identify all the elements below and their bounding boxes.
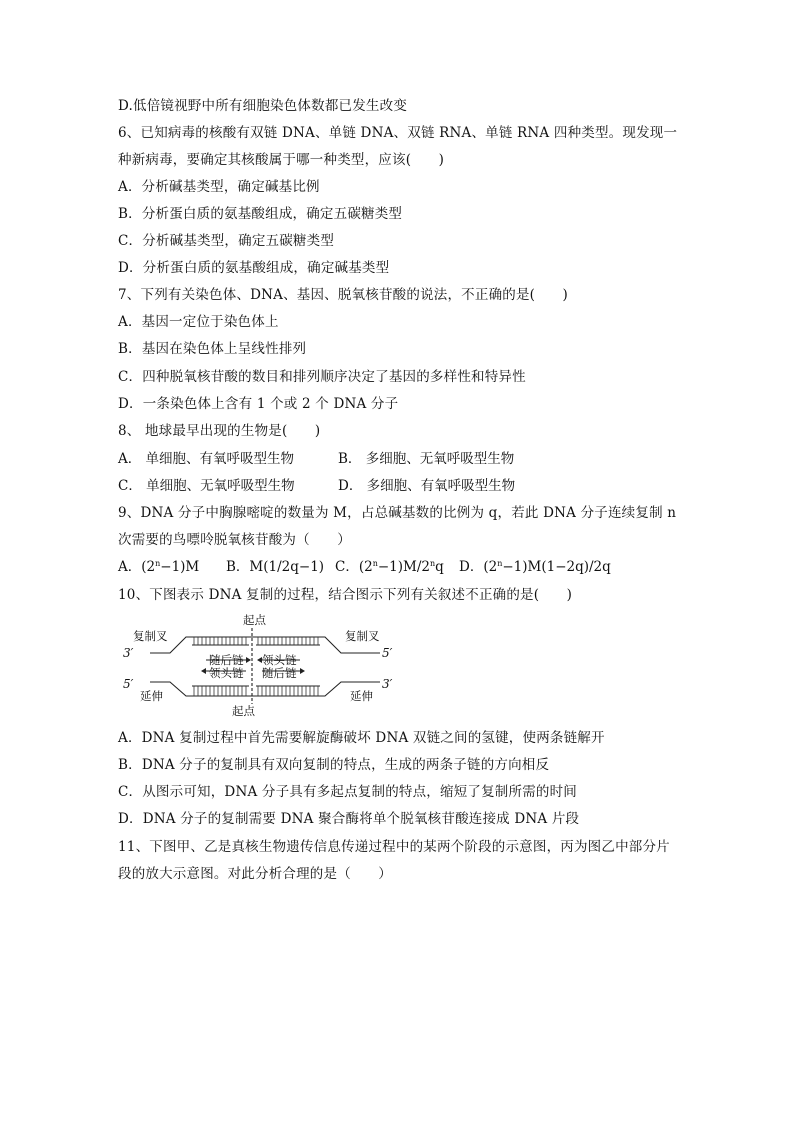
- q6-option-d: D．分析蛋白质的氨基酸组成，确定碱基类型: [118, 260, 390, 276]
- q7-stem: 7、下列有关染色体、DNA、基因、脱氧核苷酸的说法，不正确的是( ): [118, 287, 569, 303]
- q11-stem-line1: 11、下图甲、乙是真核生物遗传信息传递过程中的某两个阶段的示意图，丙为图乙中部分片: [118, 839, 670, 855]
- top-parental-strand: [150, 637, 380, 653]
- q9-stem-line1: 9、DNA 分子中胸腺嘧啶的数量为 M，占总碱基数的比例为 q，若此 DNA 分子连续复制 n: [118, 505, 677, 521]
- end-label-top-right: 5′: [382, 646, 393, 660]
- q5-option-d: D.低倍镜视野中所有细胞染色体数都已发生改变: [118, 98, 408, 114]
- q6-option-c: C．分析碱基类型，确定五碳糖类型: [118, 233, 335, 249]
- leading-label-2: 领头链: [209, 666, 244, 680]
- q10-option-b: B．DNA 分子的复制具有双向复制的特点，生成的两条子链的方向相反: [118, 757, 550, 773]
- extend-label-left: 延伸: [140, 689, 163, 703]
- arrowhead-1: [246, 657, 251, 663]
- q6-stem-line1: 6、已知病毒的核酸有双链 DNA、单链 DNA、双链 RNA、单链 RNA 四种类型。现发现一: [118, 125, 678, 141]
- arrowhead-2: [257, 657, 262, 663]
- q10-stem: 10、下图表示 DNA 复制的过程，结合图示下列有关叙述不正确的是( ): [118, 587, 573, 603]
- q11-stem-line2: 段的放大示意图。对此分析合理的是（ ）: [118, 866, 392, 882]
- bottom-parental-strand: [150, 682, 380, 696]
- q8-option-d: D． 多细胞、有氧呼吸型生物: [338, 478, 516, 494]
- q9-option-c: C．$(2^n-1)M/2^nq$: [335, 559, 444, 575]
- fork-label-left: 复制叉: [133, 629, 168, 643]
- q8-option-c: C． 单细胞、无氧呼吸型生物: [118, 478, 295, 494]
- origin-label-top: 起点: [243, 613, 266, 627]
- q8-option-a: A． 单细胞、有氧呼吸型生物: [118, 451, 295, 467]
- end-label-top-left: 3′: [123, 646, 134, 660]
- q7-option-c: C．四种脱氧核苷酸的数目和排列顺序决定了基因的多样性和特异性: [118, 369, 526, 385]
- q10-option-d: D．DNA 分子的复制需要 DNA 聚合酶将单个脱氧核苷酸连接成 DNA 片段: [118, 811, 580, 827]
- q7-option-b: B．基因在染色体上呈线性排列: [118, 341, 307, 357]
- base-pair-ticks: [194, 637, 318, 696]
- leading-label-1: 领头链: [262, 653, 297, 667]
- extend-label-right: 延伸: [350, 689, 373, 703]
- arrowhead-3: [201, 668, 206, 674]
- q9-option-d: D．$(2^n-1)M(1-2q)/2q$: [459, 559, 611, 575]
- q6-option-b: B．分析蛋白质的氨基酸组成，确定五碳糖类型: [118, 206, 403, 222]
- q8-option-b: B． 多细胞、无氧呼吸型生物: [338, 451, 515, 467]
- q6-stem-line2: 种新病毒，要确定其核酸属于哪一种类型，应该( ): [118, 152, 445, 168]
- fork-label-right: 复制叉: [345, 629, 380, 643]
- arrowhead-4: [300, 668, 305, 674]
- q7-option-d: D．一条染色体上含有 1 个或 2 个 DNA 分子: [118, 396, 399, 412]
- lagging-label-1: 随后链: [209, 653, 244, 667]
- origin-label-bottom: 起点: [232, 704, 255, 718]
- q8-stem: 8、 地球最早出现的生物是( ): [118, 423, 321, 439]
- q6-option-a: A．分析碱基类型，确定碱基比例: [118, 179, 320, 195]
- q10-option-c: C．从图示可知，DNA 分子具有多起点复制的特点，缩短了复制所需的时间: [118, 784, 578, 800]
- end-label-bottom-left: 5′: [123, 677, 134, 691]
- end-label-bottom-right: 3′: [382, 677, 393, 691]
- lagging-label-2: 随后链: [262, 666, 297, 680]
- q9-option-b: B．M(1/2q−1): [226, 559, 325, 575]
- q9-stem-line2: 次需要的鸟嘌呤脱氧核苷酸为（ ）: [118, 532, 351, 548]
- q9-option-a: A．$(2^n-1)M$: [118, 559, 200, 575]
- q7-option-a: A．基因一定位于染色体上: [118, 314, 279, 330]
- q10-option-a: A．DNA 复制过程中首先需要解旋酶破坏 DNA 双链之间的氢键，使两条链解开: [118, 730, 605, 746]
